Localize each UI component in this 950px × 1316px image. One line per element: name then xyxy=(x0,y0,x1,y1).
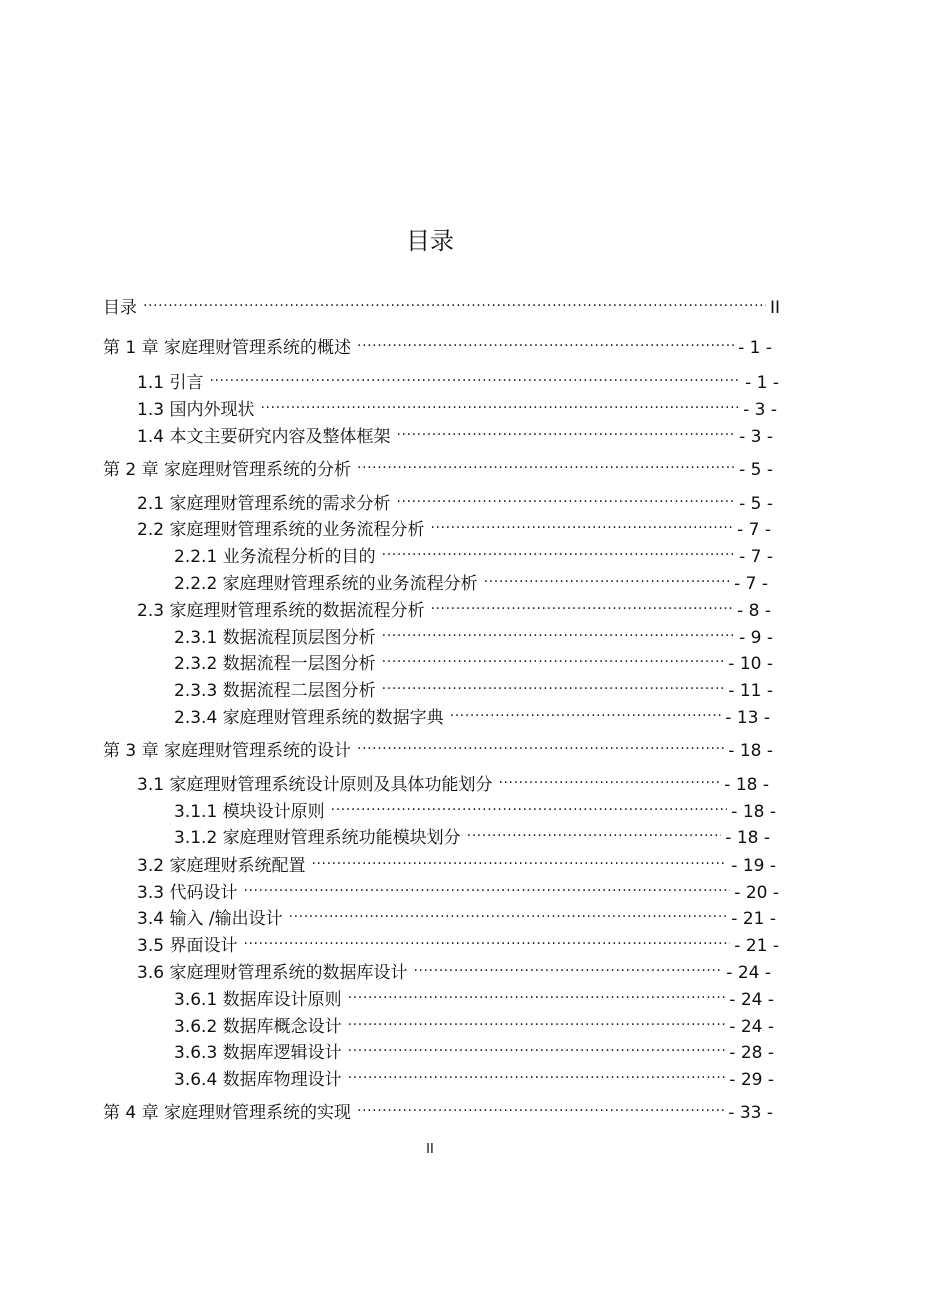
dot-leader xyxy=(396,487,735,509)
toc-entry-page: - 18 - xyxy=(724,775,769,795)
toc-entry-page: - 21 - xyxy=(734,936,779,956)
toc-entry[interactable] xyxy=(103,734,773,761)
dot-leader xyxy=(498,768,720,790)
toc-entry-page: - 1 - xyxy=(738,338,772,358)
toc-entry[interactable] xyxy=(137,420,773,447)
toc-entry[interactable] xyxy=(137,487,773,514)
dot-leader xyxy=(289,902,728,924)
toc-entry-label: 2.3.2 数据流程一层图分析 xyxy=(174,654,376,674)
toc-entry-label: 第 2 章 家庭理财管理系统的分析 xyxy=(103,460,352,480)
dot-leader xyxy=(484,567,730,589)
toc-entry-page: - 9 - xyxy=(739,628,773,648)
toc-entry[interactable] xyxy=(137,366,779,393)
toc-entry-label: 2.3.4 家庭理财管理系统的数据字典 xyxy=(174,708,444,728)
toc-entry[interactable] xyxy=(103,453,773,480)
toc-entry-label: 2.2 家庭理财管理系统的业务流程分析 xyxy=(137,520,425,540)
dot-leader xyxy=(382,540,735,562)
toc-entry-page: - 1 - xyxy=(745,373,779,393)
toc-entry-page: - 7 - xyxy=(739,547,773,567)
dot-leader xyxy=(357,734,724,756)
dot-leader xyxy=(348,983,726,1005)
toc-entry[interactable] xyxy=(174,701,770,728)
toc-entry-page: - 5 - xyxy=(739,460,773,480)
dot-leader xyxy=(357,1096,724,1118)
toc-entry-page: - 19 - xyxy=(731,856,776,876)
dot-leader xyxy=(382,621,735,643)
toc-entry[interactable] xyxy=(174,674,773,701)
toc-entry[interactable] xyxy=(103,331,772,358)
toc-entry[interactable] xyxy=(174,983,774,1010)
dot-leader xyxy=(260,393,739,415)
toc-entry[interactable] xyxy=(137,876,779,903)
dot-leader xyxy=(357,331,734,353)
toc-entry[interactable] xyxy=(174,567,768,594)
toc-entry-label: 3.6 家庭理财管理系统的数据库设计 xyxy=(137,963,408,983)
toc-entry-label: 3.6.3 数据库逻辑设计 xyxy=(174,1043,342,1063)
toc-entry-label: 3.6.2 数据库概念设计 xyxy=(174,1017,342,1037)
toc-entry-label: 2.2.1 业务流程分析的目的 xyxy=(174,547,376,567)
toc-entry-page: - 21 - xyxy=(731,909,776,929)
toc-entry-label: 2.1 家庭理财管理系统的需求分析 xyxy=(137,494,391,514)
toc-entry[interactable] xyxy=(103,1096,773,1123)
dot-leader xyxy=(243,929,730,951)
page-title: 目录 xyxy=(406,227,454,255)
toc-entry-label: 3.1.2 家庭理财管理系统功能模块划分 xyxy=(174,828,461,848)
toc-entry-label: 1.4 本文主要研究内容及整体框架 xyxy=(137,427,391,447)
toc-entry-label: 2.3 家庭理财管理系统的数据流程分析 xyxy=(137,601,425,621)
toc-entry-label: 2.3.3 数据流程二层图分析 xyxy=(174,681,376,701)
dot-leader xyxy=(357,453,735,475)
toc-entry-page: - 7 - xyxy=(734,574,768,594)
toc-entry-page: - 24 - xyxy=(729,1017,774,1037)
toc-entry-page: - 18 - xyxy=(725,828,770,848)
toc-entry[interactable] xyxy=(137,956,771,983)
dot-leader xyxy=(243,876,730,898)
dot-leader xyxy=(348,1063,726,1085)
toc-entry-page: II xyxy=(769,298,780,318)
toc-entry[interactable] xyxy=(137,513,771,540)
toc-entry[interactable] xyxy=(174,540,773,567)
toc-entry[interactable] xyxy=(174,621,773,648)
toc-entry-label: 3.3 代码设计 xyxy=(137,883,238,903)
toc-entry-page: - 33 - xyxy=(728,1103,773,1123)
toc-entry-label: 目录 xyxy=(103,298,137,318)
footer-page-number: II xyxy=(426,1142,434,1157)
dot-leader xyxy=(348,1036,726,1058)
toc-entry-label: 3.1 家庭理财管理系统设计原则及具体功能划分 xyxy=(137,775,493,795)
dot-leader xyxy=(382,674,725,696)
toc-entry-label: 第 1 章 家庭理财管理系统的概述 xyxy=(103,338,352,358)
dot-leader xyxy=(467,821,722,843)
toc-entry[interactable] xyxy=(174,647,773,674)
toc-entry[interactable] xyxy=(174,1036,774,1063)
toc-entry[interactable] xyxy=(174,795,776,822)
toc-entry-page: - 24 - xyxy=(726,963,771,983)
toc-entry-page: - 29 - xyxy=(729,1070,774,1090)
toc-entry-page: - 3 - xyxy=(743,400,777,420)
dot-leader xyxy=(450,701,722,723)
toc-entry-label: 2.3.1 数据流程顶层图分析 xyxy=(174,628,376,648)
toc-entry-page: - 18 - xyxy=(728,741,773,761)
toc-entry[interactable] xyxy=(137,849,776,876)
dot-leader xyxy=(311,849,727,871)
toc-entry-label: 1.1 引言 xyxy=(137,373,204,393)
toc-entry-page: - 20 - xyxy=(734,883,779,903)
toc-entry[interactable] xyxy=(137,768,769,795)
toc-entry-page: - 28 - xyxy=(729,1043,774,1063)
toc-entry-page: - 7 - xyxy=(737,520,771,540)
toc-entry-page: - 13 - xyxy=(725,708,770,728)
dot-leader xyxy=(382,647,725,669)
toc-entry[interactable] xyxy=(137,929,779,956)
toc-entry-page: - 3 - xyxy=(739,427,773,447)
toc-entry-page: - 11 - xyxy=(728,681,773,701)
toc-entry[interactable] xyxy=(174,1063,774,1090)
toc-entry-page: - 10 - xyxy=(728,654,773,674)
toc-entry[interactable] xyxy=(103,291,780,318)
toc-entry[interactable] xyxy=(137,902,776,929)
toc-entry[interactable] xyxy=(174,821,770,848)
toc-entry-page: - 5 - xyxy=(739,494,773,514)
toc-entry[interactable] xyxy=(137,393,777,420)
toc-entry-label: 第 4 章 家庭理财管理系统的实现 xyxy=(103,1103,352,1123)
toc-entry-label: 3.4 输入 /输出设计 xyxy=(137,909,283,929)
dot-leader xyxy=(143,291,766,313)
dot-leader xyxy=(413,956,722,978)
dot-leader xyxy=(430,513,733,535)
toc-entry-label: 3.1.1 模块设计原则 xyxy=(174,802,325,822)
toc-entry-label: 2.2.2 家庭理财管理系统的业务流程分析 xyxy=(174,574,478,594)
toc-entry-page: - 24 - xyxy=(729,990,774,1010)
toc-entry[interactable] xyxy=(174,1010,774,1037)
toc-entry-label: 1.3 国内外现状 xyxy=(137,400,255,420)
dot-leader xyxy=(348,1010,726,1032)
toc-entry-label: 第 3 章 家庭理财管理系统的设计 xyxy=(103,741,352,761)
dot-leader xyxy=(331,795,728,817)
dot-leader xyxy=(396,420,735,442)
toc-entry-page: - 18 - xyxy=(731,802,776,822)
dot-leader xyxy=(209,366,741,388)
toc-entry-label: 3.5 界面设计 xyxy=(137,936,238,956)
toc-entry-label: 3.6.4 数据库物理设计 xyxy=(174,1070,342,1090)
toc-entry-label: 3.6.1 数据库设计原则 xyxy=(174,990,342,1010)
toc-entry-label: 3.2 家庭理财系统配置 xyxy=(137,856,306,876)
dot-leader xyxy=(430,594,733,616)
toc-entry-page: - 8 - xyxy=(737,601,771,621)
toc-entry[interactable] xyxy=(137,594,771,621)
